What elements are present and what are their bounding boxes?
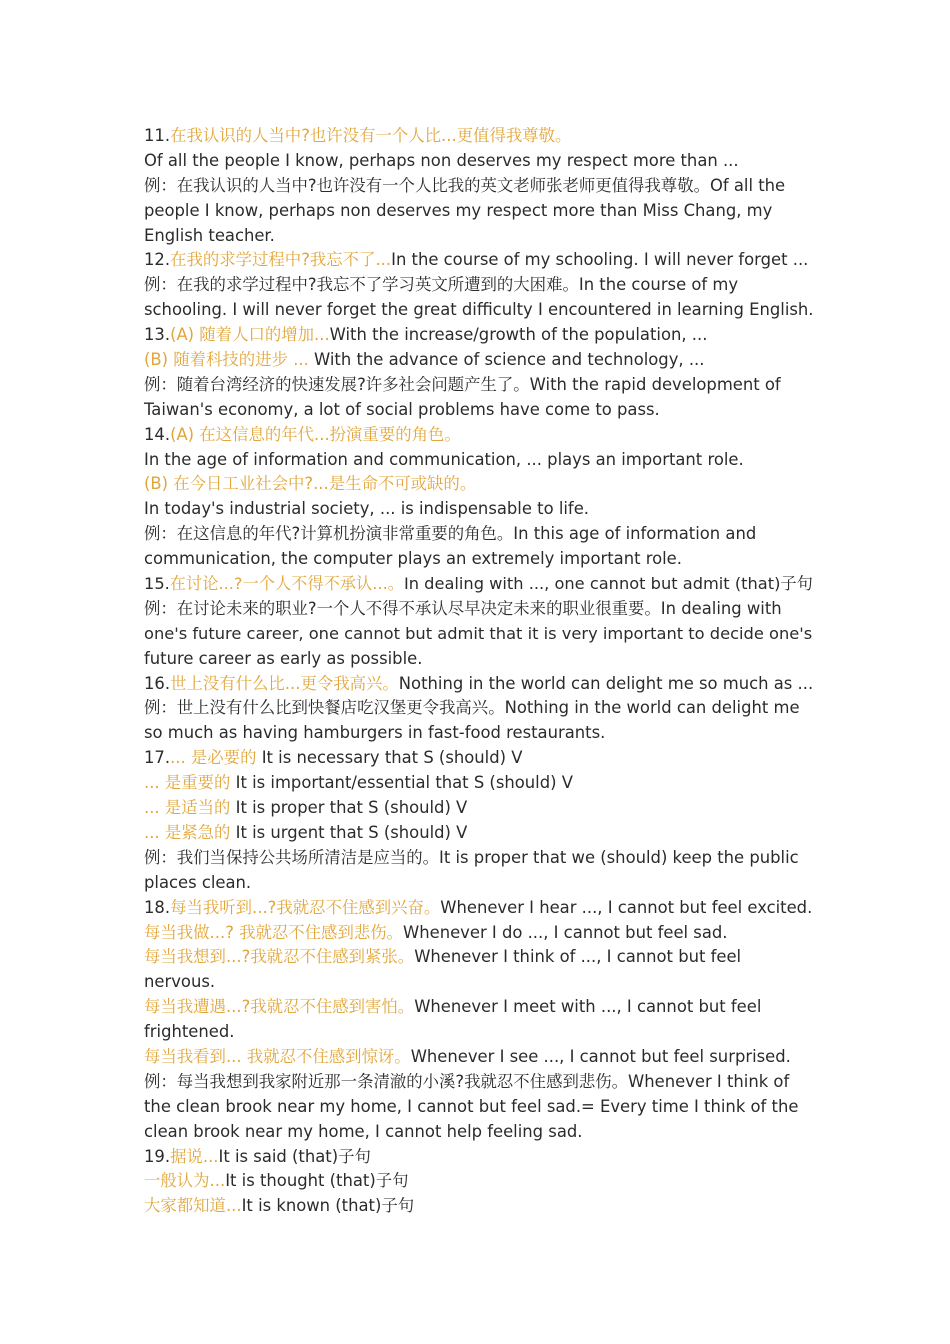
line-text: 例：在我的求学过程中?我忘不了学习英文所遭到的大困难。In the course of my [144, 275, 739, 295]
line-text: 例：在我认识的人当中?也许没有一个人比我的英文老师张老师更值得我尊敬。Of all the [144, 175, 786, 195]
line-text: Taiwan's economy, a lot of social problems have come to pass. [144, 399, 660, 419]
text-line [144, 921, 816, 946]
line-text: schooling. I will never forget the great difficulty I encountered in learning English. [144, 300, 814, 320]
line-text: With the advance of science and technology, ... [314, 350, 705, 370]
text-line [144, 871, 816, 896]
text-line [144, 199, 816, 224]
line-text: 例：随着台湾经济的快速发展?许多社会问题产生了。With the rapid development of [144, 374, 781, 394]
line-text: In today's industrial society, ... is indispensable to life. [144, 499, 589, 519]
text-line [144, 448, 816, 473]
text-line [144, 373, 816, 398]
item-number: 17. [144, 748, 171, 768]
text-line [144, 846, 816, 871]
text-line [144, 945, 816, 970]
text-line [144, 970, 816, 995]
highlighted-phrase: (A) 随着人口的增加... [170, 325, 330, 345]
line-text: Whenever I do ..., I cannot but feel sad. [403, 922, 728, 942]
text-line [144, 547, 816, 572]
line-text: It is important/essential that S (should) V [235, 773, 573, 793]
text-line [144, 721, 816, 746]
text-line [144, 1095, 816, 1120]
line-text: nervous. [144, 972, 216, 992]
line-text: places clean. [144, 872, 252, 892]
text-line [144, 224, 816, 249]
highlighted-phrase: 每当我看到... 我就忍不住感到惊讶。 [144, 1046, 411, 1066]
text-line [144, 1194, 816, 1219]
text-line [144, 472, 816, 497]
line-text: people I know, perhaps non deserves my respect more than Miss Chang, my [144, 200, 773, 220]
text-line [144, 1145, 816, 1170]
item-number: 13. [144, 325, 171, 345]
highlighted-phrase: (B) 在今日工业社会中?...是生命不可或缺的。 [144, 474, 477, 494]
line-text: It is known (that)子句 [241, 1196, 415, 1216]
line-text: In the age of information and communication, ... plays an important role. [144, 449, 744, 469]
text-line [144, 622, 816, 647]
line-text: the clean brook near my home, I cannot but feel sad.= Every time I think of the [144, 1096, 799, 1116]
text-line [144, 647, 816, 672]
line-text: Whenever I meet with ..., I cannot but feel [414, 997, 762, 1017]
text-line [144, 348, 816, 373]
line-text: It is thought (that)子句 [225, 1171, 409, 1191]
highlighted-phrase: 每当我做...? 我就忍不住感到悲伤。 [144, 922, 404, 942]
document-body [144, 124, 816, 1219]
text-line [144, 298, 816, 323]
line-text: so much as having hamburgers in fast-food restaurants. [144, 723, 606, 743]
text-line [144, 572, 816, 597]
highlighted-phrase: (A) 在这信息的年代...扮演重要的角色。 [170, 424, 461, 444]
text-line [144, 1169, 816, 1194]
highlighted-phrase: 在我的求学过程中?我忘不了... [170, 250, 392, 270]
line-text: In the course of my schooling. I will never forget ... [391, 250, 809, 270]
item-number: 16. [144, 673, 171, 693]
text-line [144, 821, 816, 846]
line-text: It is proper that S (should) V [235, 798, 468, 818]
highlighted-phrase: 大家都知道... [144, 1196, 242, 1216]
line-text: 例：世上没有什么比到快餐店吃汉堡更令我高兴。Nothing in the world can delight me [144, 698, 800, 718]
item-number: 19. [144, 1146, 171, 1166]
text-line [144, 149, 816, 174]
line-text: Nothing in the world can delight me so much as ... [398, 673, 814, 693]
line-text: one's future career, one cannot but admit that it is very important to decide one's [144, 623, 813, 643]
highlighted-phrase: ... 是重要的 [144, 773, 236, 793]
line-text: 例：每当我想到我家附近那一条清澈的小溪?我就忍不住感到悲伤。Whenever I think of [144, 1071, 790, 1091]
line-text: future career as early as possible. [144, 648, 423, 668]
item-number: 12. [144, 250, 171, 270]
highlighted-phrase: 一般认为... [144, 1171, 226, 1191]
line-text: Whenever I think of ..., I cannot but feel [414, 947, 742, 967]
text-line [144, 174, 816, 199]
text-line [144, 896, 816, 921]
text-line [144, 995, 816, 1020]
line-text: communication, the computer plays an extremely important role. [144, 549, 682, 569]
line-text: 例：我们当保持公共场所清洁是应当的。It is proper that we (should) keep the public [144, 847, 799, 867]
line-text: Whenever I hear ..., I cannot but feel excited. [440, 897, 813, 917]
text-line [144, 672, 816, 697]
line-text: clean brook near my home, I cannot help feeling sad. [144, 1121, 583, 1141]
highlighted-phrase: ... 是必要的 [170, 748, 262, 768]
highlighted-phrase: 在我认识的人当中?也许没有一个人比...更值得我尊敬。 [170, 126, 572, 145]
line-text: Whenever I see ..., I cannot but feel surprised. [410, 1046, 791, 1066]
highlighted-phrase: (B) 随着科技的进步 ... [144, 350, 315, 370]
highlighted-phrase: 据说... [170, 1146, 219, 1166]
text-line [144, 273, 816, 298]
text-line [144, 423, 816, 448]
text-line [144, 522, 816, 547]
line-text: With the increase/growth of the population, ... [329, 325, 708, 345]
text-line [144, 124, 816, 149]
text-line [144, 771, 816, 796]
text-line [144, 497, 816, 522]
text-line [144, 746, 816, 771]
line-text: In dealing with ..., one cannot but admit (that)子句 [403, 574, 813, 594]
text-line [144, 398, 816, 423]
line-text: Of all the people I know, perhaps non deserves my respect more than ... [144, 150, 739, 170]
line-text: It is said (that)子句 [218, 1146, 371, 1166]
text-line [144, 1045, 816, 1070]
text-line [144, 597, 816, 622]
line-text: frightened. [144, 1022, 235, 1042]
highlighted-phrase: ... 是紧急的 [144, 822, 236, 842]
highlighted-phrase: 每当我想到...?我就忍不住感到紧张。 [144, 947, 415, 967]
item-number: 15. [144, 574, 170, 594]
text-line [144, 796, 816, 821]
text-line [144, 1070, 816, 1095]
line-text: English teacher. [144, 225, 275, 245]
highlighted-phrase: 在讨论...?一个人不得不承认...。 [169, 574, 404, 594]
line-text: It is urgent that S (should) V [235, 822, 468, 842]
text-line [144, 323, 816, 348]
line-text: 例：在这信息的年代?计算机扮演非常重要的角色。In this age of information and [144, 524, 757, 544]
highlighted-phrase: 每当我遭遇...?我就忍不住感到害怕。 [144, 997, 415, 1017]
highlighted-phrase: ... 是适当的 [144, 798, 236, 818]
item-number: 18. [144, 897, 171, 917]
line-text: 例：在讨论未来的职业?一个人不得不承认尽早决定未来的职业很重要。In dealing with [144, 598, 782, 618]
text-line [144, 1120, 816, 1145]
line-text: It is necessary that S (should) V [261, 748, 523, 768]
item-number: 14. [144, 424, 171, 444]
highlighted-phrase: 每当我听到...?我就忍不住感到兴奋。 [170, 897, 441, 917]
text-line [144, 696, 816, 721]
text-line [144, 1020, 816, 1045]
item-number: 11. [144, 126, 171, 145]
highlighted-phrase: 世上没有什么比...更令我高兴。 [170, 673, 399, 693]
text-line [144, 248, 816, 273]
